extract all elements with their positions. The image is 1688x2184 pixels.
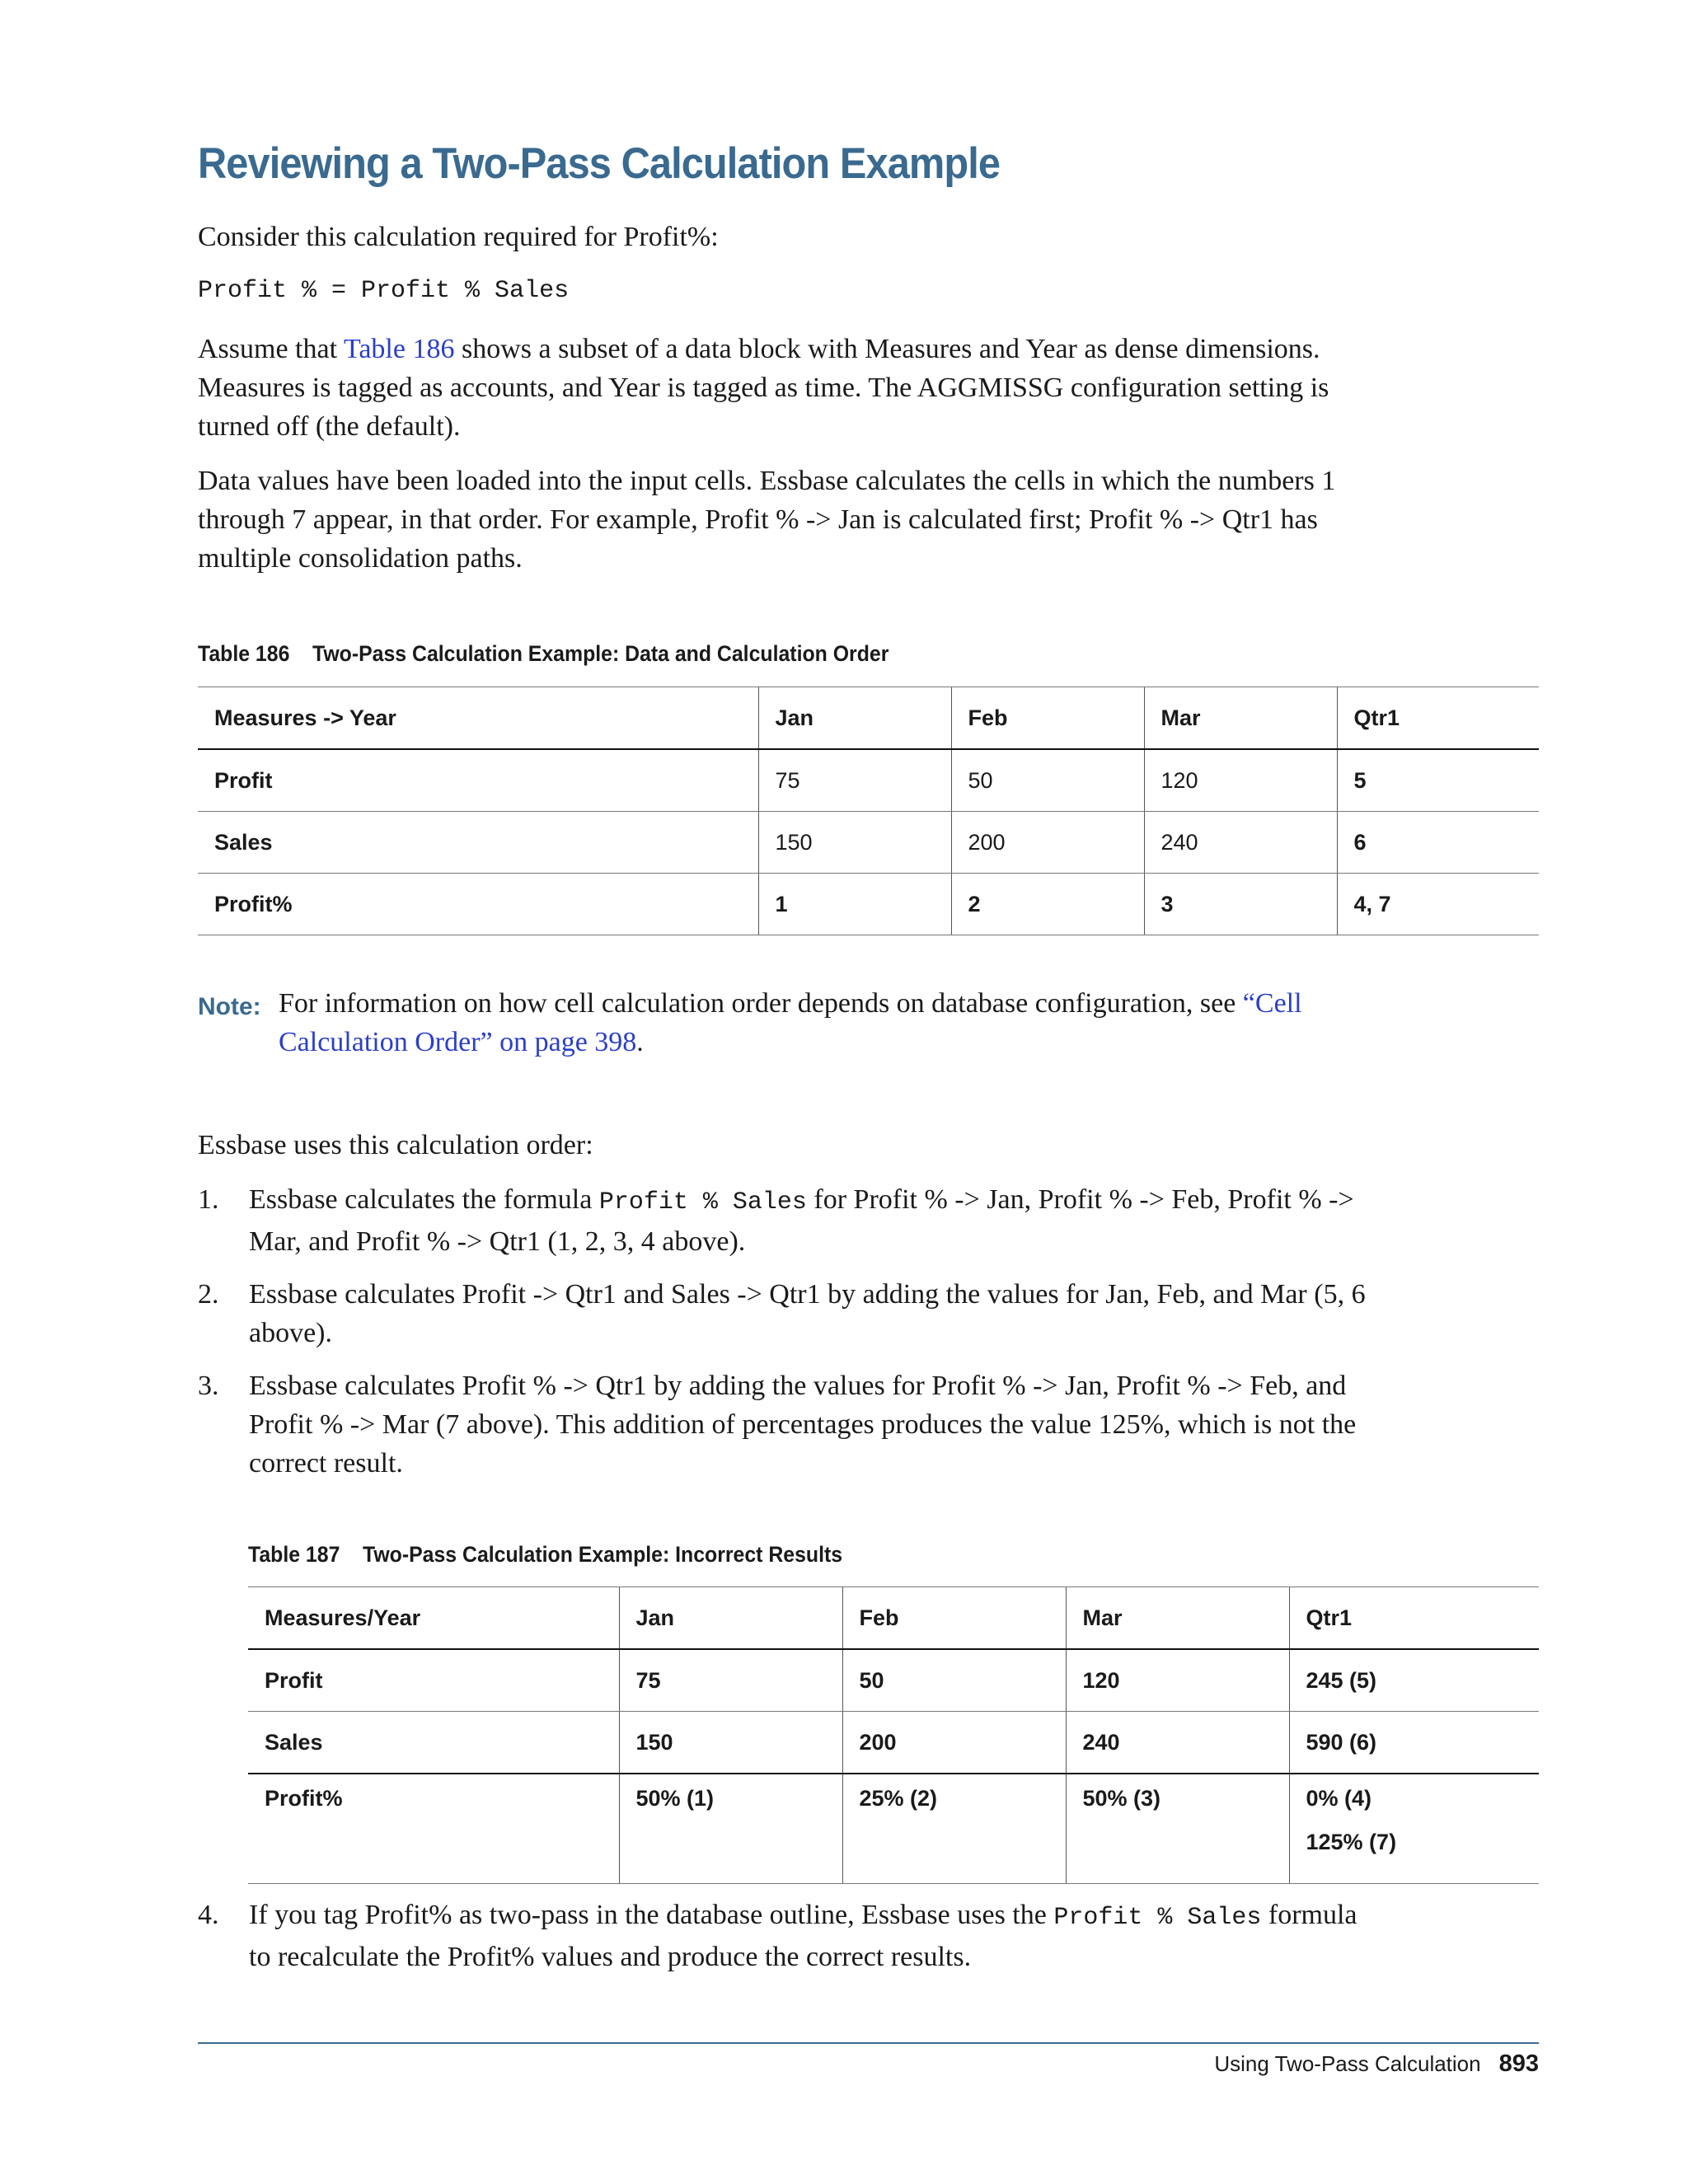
table-cell: 120 <box>1066 1649 1289 1712</box>
header-cell: Feb <box>842 1587 1066 1650</box>
row-label-cell: Sales <box>198 812 758 874</box>
header-cell: Measures/Year <box>248 1587 619 1650</box>
inline-code: Profit % Sales <box>598 1188 807 1216</box>
table-cell: 120 <box>1144 749 1337 812</box>
table-cell: 50% (3) <box>1066 1774 1289 1884</box>
header-cell: Jan <box>619 1587 842 1650</box>
table-cell: 4, 7 <box>1337 874 1539 935</box>
table-header-row <box>248 1587 1539 1650</box>
note-text <box>279 984 1400 1062</box>
page-title: Reviewing a Two-Pass Calculation Example <box>198 139 1001 188</box>
table-row <box>248 1774 1539 1884</box>
table-186-caption-text: Two-Pass Calculation Example: Data and Calculation Order <box>312 641 889 666</box>
intro-paragraph: Consider this calculation required for Profit%: <box>198 222 719 252</box>
table-cell: 50% (1) <box>619 1774 842 1884</box>
step-text: formula to recalculate the Profit% values and produce the correct results. <box>249 1900 1357 1972</box>
table-187-caption-text: Two-Pass Calculation Example: Incorrect Results <box>362 1542 843 1567</box>
header-cell: Qtr1 <box>1289 1587 1539 1650</box>
table-cell: 240 <box>1066 1712 1289 1774</box>
calc-steps-list-b <box>198 1896 1368 1976</box>
table-cell: 75 <box>758 749 951 812</box>
table-cell: 150 <box>758 812 951 874</box>
table-186-caption <box>198 641 889 667</box>
table-cell: 590 (6) <box>1289 1712 1539 1774</box>
table-186-link[interactable]: Table 186 <box>343 334 455 364</box>
table-row <box>248 1649 1539 1712</box>
table-cell: 240 <box>1144 812 1337 874</box>
note-end: . <box>636 1027 644 1057</box>
step-text: for Profit % -> Jan, Profit % -> Feb, Profit % -> Mar, and Profit % -> Qtr1 (1, 2, 3, 4 above). <box>249 1184 1354 1257</box>
calc-order-intro: Essbase uses this calculation order: <box>198 1130 593 1160</box>
page-footer <box>1214 2050 1539 2078</box>
table-row <box>198 874 1539 935</box>
formula-code: Profit % = Profit % Sales <box>198 277 570 305</box>
table-cell: 3 <box>1144 874 1337 935</box>
header-cell: Mar <box>1144 687 1337 750</box>
list-item <box>198 1275 1368 1352</box>
header-cell: Feb <box>951 687 1144 750</box>
row-label-cell: Profit% <box>198 874 758 935</box>
table-cell: 200 <box>951 812 1144 874</box>
list-number: 4. <box>198 1900 219 1930</box>
assume-text-end: shows a subset of a data block with Measures and Year as dense dimensions. Measures is tagged as accounts, and Year is tagged as time. The AGGMISSG configuration setting is turned off (the default). <box>198 334 1329 442</box>
table-cell: 75 <box>619 1649 842 1712</box>
header-cell: Qtr1 <box>1337 687 1539 750</box>
assume-text-start: Assume that <box>198 334 344 364</box>
table-cell: 0% (4) 125% (7) <box>1289 1774 1539 1884</box>
cell-calculation-order-link[interactable]: “Cell Calculation Order” on page 398 <box>279 988 1302 1057</box>
step-text: If you tag Profit% as two-pass in the database outline, Essbase uses the <box>249 1900 1054 1930</box>
table-cell: 1 <box>758 874 951 935</box>
table-187-number: Table 187 <box>248 1542 340 1567</box>
note-body: For information on how cell calculation order depends on database configuration, see <box>279 988 1243 1019</box>
table-186 <box>198 687 1539 935</box>
note-label: Note: <box>198 993 261 1020</box>
footer-rule <box>198 2042 1539 2044</box>
table-186-number: Table 186 <box>198 641 290 666</box>
row-label-cell: Profit <box>248 1649 619 1712</box>
table-row <box>198 812 1539 874</box>
data-values-paragraph: Data values have been loaded into the input cells. Essbase calculates the cells in which the numbers 1 through 7 appear, in that order. For example, Profit % -> Jan is calculated first; Profit % -> Qtr1 has multiple consolidation paths. <box>198 466 1336 574</box>
table-cell: 2 <box>951 874 1144 935</box>
header-cell: Jan <box>758 687 951 750</box>
list-item <box>198 1180 1368 1261</box>
step-text: Essbase calculates Profit -> Qtr1 and Sales -> Qtr1 by adding the values for Jan, Feb, and Mar (5, 6 above). <box>249 1279 1366 1348</box>
step-text: Essbase calculates the formula <box>249 1184 599 1215</box>
table-cell: 50 <box>951 749 1144 812</box>
step-text: Essbase calculates Profit % -> Qtr1 by adding the values for Profit % -> Jan, Profit % -> Feb, and Profit % -> Mar (7 above). This addition of percentages produces the value 125%, which is not the correct result. <box>249 1371 1357 1479</box>
table-row <box>248 1712 1539 1774</box>
table-187-caption <box>248 1542 842 1568</box>
table-cell: 150 <box>619 1712 842 1774</box>
footer-section-title: Using Two-Pass Calculation <box>1214 2051 1481 2076</box>
row-label-cell: Profit% <box>248 1774 619 1884</box>
row-label-cell: Sales <box>248 1712 619 1774</box>
table-row <box>198 749 1539 812</box>
table-187 <box>248 1586 1539 1884</box>
list-number: 2. <box>198 1279 219 1310</box>
header-cell: Mar <box>1066 1587 1289 1650</box>
list-number: 3. <box>198 1371 219 1401</box>
table-cell: 50 <box>842 1649 1066 1712</box>
inline-code: Profit % Sales <box>1053 1904 1262 1932</box>
table-cell: 5 <box>1337 749 1539 812</box>
table-cell: 245 (5) <box>1289 1649 1539 1712</box>
table-cell: 25% (2) <box>842 1774 1066 1884</box>
list-number: 1. <box>198 1184 219 1215</box>
calc-steps-list-a <box>198 1180 1368 1483</box>
row-label-cell: Profit <box>198 749 758 812</box>
table-cell: 200 <box>842 1712 1066 1774</box>
list-item <box>198 1896 1368 1976</box>
assume-paragraph <box>198 330 1368 446</box>
header-cell: Measures -> Year <box>198 687 758 750</box>
page-number: 893 <box>1498 2050 1539 2077</box>
table-cell: 6 <box>1337 812 1539 874</box>
list-item <box>198 1366 1368 1483</box>
table-header-row <box>198 687 1539 750</box>
